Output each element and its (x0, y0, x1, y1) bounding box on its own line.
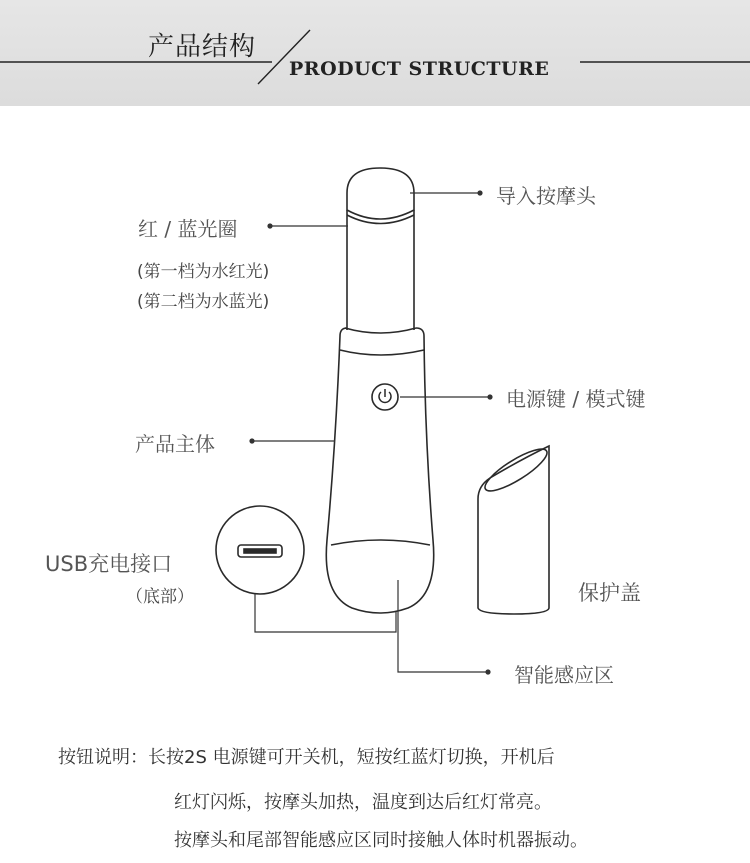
description-line-3: 按摩头和尾部智能感应区同时接触人体时机器振动。 (174, 830, 588, 851)
sensor-band (331, 540, 430, 545)
protective-cover (478, 442, 552, 614)
section-title-en: PRODUCT STRUCTURE (289, 58, 550, 80)
header-rules (0, 30, 750, 84)
upper-tube (347, 210, 414, 330)
leader-lines (252, 193, 490, 672)
label-usb-port: USB充电接口 (45, 552, 173, 576)
label-power-key: 电源键 / 模式键 (506, 387, 646, 411)
power-icon (379, 389, 391, 402)
usb-detail (216, 506, 304, 594)
leader-dots (249, 190, 492, 674)
label-massage-head: 导入按摩头 (496, 184, 596, 208)
description-line-2: 红灯闪烁，按摩头加热，温度到达后红灯常亮。 (174, 792, 552, 813)
label-sensor: 智能感应区 (514, 663, 614, 687)
main-body (326, 336, 433, 613)
label-light-ring: 红 / 蓝光圈 (138, 217, 238, 241)
massage-head (347, 168, 414, 219)
section-title-cn: 产品结构 (148, 32, 257, 62)
label-light-ring-note2: (第二档为水蓝光) (137, 292, 270, 312)
label-usb-note: （底部） (126, 587, 194, 607)
label-main-body: 产品主体 (135, 432, 215, 456)
description-line-1: 按钮说明：长按2S 电源键可开关机，短按红蓝灯切换，开机后 (58, 747, 555, 768)
label-light-ring-note1: (第一档为水红光) (137, 262, 270, 282)
device (326, 168, 433, 613)
label-cover: 保护盖 (578, 581, 641, 605)
